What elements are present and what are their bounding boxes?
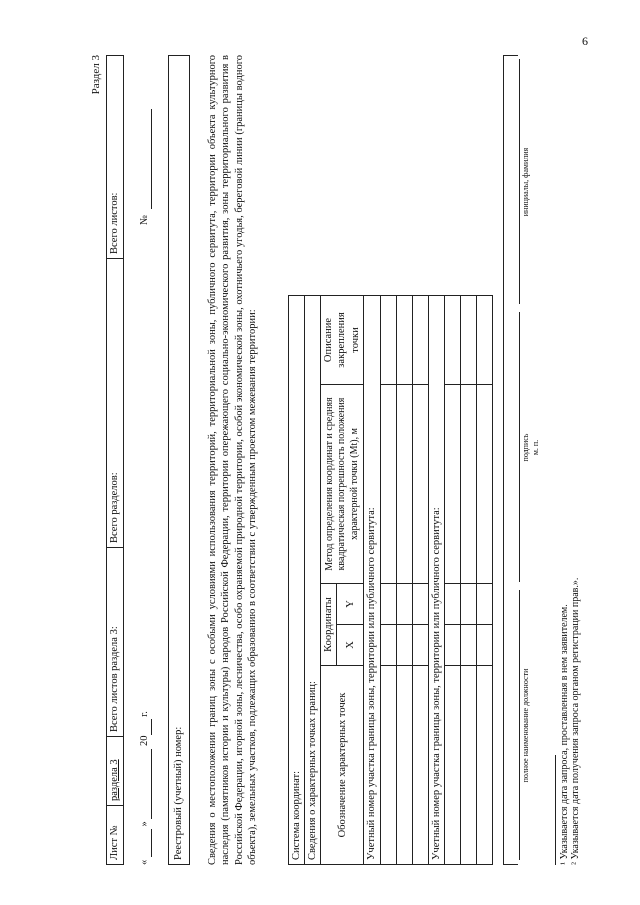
section-row-1: Учетный номер участка границы зоны, территории или публичного сервитута: xyxy=(364,296,380,865)
section-ref-cell: раздела 3 xyxy=(106,737,123,806)
table-row xyxy=(412,296,428,865)
col-coords-header: Координаты xyxy=(321,584,337,666)
stamp-label: м. п. xyxy=(531,439,540,456)
table-row xyxy=(460,296,476,865)
section-row-2: Учетный номер участка границы зоны, территории или публичного сервитута: xyxy=(428,296,444,865)
number-sign: № xyxy=(139,214,150,225)
rotated-sheet xyxy=(78,25,548,865)
sheets-total-cell: Всего листов: xyxy=(106,56,123,259)
col-point-header: Обозначение характерных точек xyxy=(321,666,364,865)
date-line xyxy=(138,55,158,865)
footnote-rule xyxy=(555,755,556,865)
coord-system-row: Система координат: xyxy=(289,296,305,865)
sections-total-cell: Всего разделов: xyxy=(106,259,123,548)
date-quote-close: » xyxy=(139,821,150,827)
year-blank xyxy=(138,720,152,736)
header-block xyxy=(90,55,124,865)
sheet-no-cell: Лист № xyxy=(106,806,123,865)
col-y-header: Y xyxy=(337,584,364,625)
month-blank xyxy=(138,749,152,819)
header-table xyxy=(106,55,124,865)
footnotes xyxy=(555,505,581,865)
col-x-header: X xyxy=(337,625,364,666)
points-table xyxy=(288,295,493,865)
table-row xyxy=(380,296,396,865)
date-year: 20 xyxy=(139,735,150,746)
table-row xyxy=(444,296,460,865)
section-label: Раздел 3 xyxy=(90,55,102,95)
position-label: полное наименование должности xyxy=(519,591,531,861)
signature-table xyxy=(503,55,542,865)
footnote-2: ² Указывается дата получения запроса органом регистрации прав.». xyxy=(570,577,581,865)
registry-label: Реестровый (учетный) номер: xyxy=(169,56,190,865)
registry-table xyxy=(168,55,190,865)
table-row xyxy=(476,296,492,865)
description-paragraph: Сведения о местоположении границ зоны с особыми условиями использования территорий, территориальной зоны, публичного сервитута, территории объекта культурного наследия (памятников истории и культуры) народов Российской Федерации, территории опережающего социально-экономического развития, зоны территориального развития в Российской Федерации, игорной зоны, лесничества, особо охраняемой природной территории, особой экономической зоны, охотничьего угодья, береговой линии (границы водного объекта), земельных участков, подлежащих образованию в соответствии с утвержденным проектом межевания территории: xyxy=(207,55,259,865)
signature-block xyxy=(503,55,542,865)
signature-label: подпись xyxy=(519,313,531,583)
table-row xyxy=(396,296,412,865)
day-blank xyxy=(138,829,152,857)
col-method-header: Метод определения координат и средняя квадратическая погрешность положения характерной точки (Mt), м xyxy=(321,385,364,584)
number-blank xyxy=(138,109,152,209)
name-label: инициалы, фамилия xyxy=(519,60,531,305)
col-desc-header: Описание закрепления точки xyxy=(321,296,364,385)
footnote-1: ¹ Указывается дата запроса, проставленная в нем заявителем. xyxy=(559,604,570,865)
date-quote-open: « xyxy=(139,859,150,865)
points-info-row: Сведения о характерных точках границ: xyxy=(305,296,321,865)
page-number: 6 xyxy=(582,34,588,48)
sheets-section-cell: Всего листов раздела 3: xyxy=(106,548,123,737)
date-year-suffix: г. xyxy=(139,711,150,717)
